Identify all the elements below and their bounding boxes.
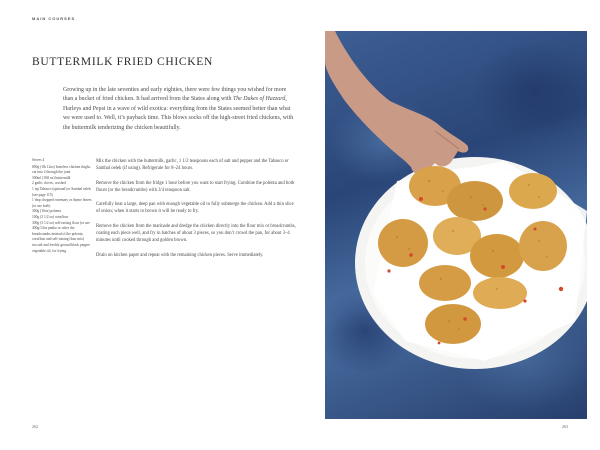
ingredient-item: 100g (3 1/2 oz) cornflour bbox=[32, 214, 69, 219]
fried-chicken-photo bbox=[325, 31, 587, 419]
intro-text-1: Growing up in the late seventies and early eighties, there were few things you wished for more than a bucket of fried chicken. It had arrived from the States along with bbox=[63, 87, 287, 103]
running-head: MAIN COURSES bbox=[32, 16, 76, 21]
method-step: Remove the chicken from the marinade and dredge the chicken directly into the flour mix or breadcrumbs, coating each piece well, and fry in batches of about 3 pieces, so you don’t crowd the pan, for about 3–4 minutes until cooked through and golden brown. bbox=[96, 223, 296, 244]
ingredient-item: 1 tbsp chopped rosemary or thyme leaves (or use both) bbox=[32, 198, 92, 208]
intro-show-title: The Dukes of Hazzard bbox=[232, 96, 286, 103]
right-page bbox=[300, 0, 600, 450]
ingredients-list bbox=[32, 158, 92, 254]
ingredient-item: 1 tsp Tabasco (optional) or Sambal oelek (see page 115) bbox=[32, 186, 91, 197]
ingredient-item: vegetable oil, for frying bbox=[32, 248, 67, 253]
method-step: Mix the chicken with the buttermilk, garlic, 1 1/2 teaspoons each of salt and pepper and the Tabasco or Sambal oelek (if using). Refrigerate for 8–24 hours. bbox=[96, 159, 289, 172]
method-steps bbox=[96, 158, 296, 266]
page-number-right: 263 bbox=[562, 424, 568, 429]
method-step: Carefully heat a large, deep pan with enough vegetable oil to fully submerge the chicken. Add a thin slice of onion; when it starts to brown it will be ready to fry. bbox=[96, 202, 294, 215]
method-step: Drain on kitchen paper and repeat with the remaining chicken pieces. Serve immediately. bbox=[96, 252, 264, 258]
intro-paragraph bbox=[63, 86, 295, 133]
page-number-left: 262 bbox=[32, 424, 38, 429]
ingredient-item: 300g (10oz) polenta bbox=[32, 209, 61, 214]
photo-illustration bbox=[325, 31, 587, 419]
recipe-title: BUTTERMILK FRIED CHICKEN bbox=[32, 56, 213, 68]
ingredient-item: 800g (1lb 12oz) boneless chicken thighs, cut into 2 through the joint bbox=[32, 164, 91, 175]
ingredient-item: sea salt and freshly ground black pepper bbox=[32, 242, 90, 247]
ingredient-item: 2 garlic cloves, crushed bbox=[32, 181, 66, 186]
method-step: Remove the chicken from the fridge 1 hour before you want to start frying. Combine the polenta and both flours (or the breadcrumbs) with 3/4 teaspoon salt. bbox=[96, 180, 295, 193]
serves-line: Serves 4 bbox=[32, 158, 45, 162]
ingredient-item: 300ml (10fl oz) buttermilk bbox=[32, 175, 71, 180]
hand bbox=[325, 31, 468, 174]
ingredient-item: 300g (3 1/2 oz) self-raising flour (or use 400g/14oz panko or other dry breadcrumbs instead of the polenta, cornflour and self-raising flour mix) bbox=[32, 220, 90, 242]
intro-text-2: , Harleys and Pepsi in a wave of wild exotica: everything from the States seemed better than what we were used to. Well, it’s payback time. This blows socks off the high-street fried chickens, with the buttermilk tenderizing the chicken beautifully. bbox=[63, 96, 294, 131]
